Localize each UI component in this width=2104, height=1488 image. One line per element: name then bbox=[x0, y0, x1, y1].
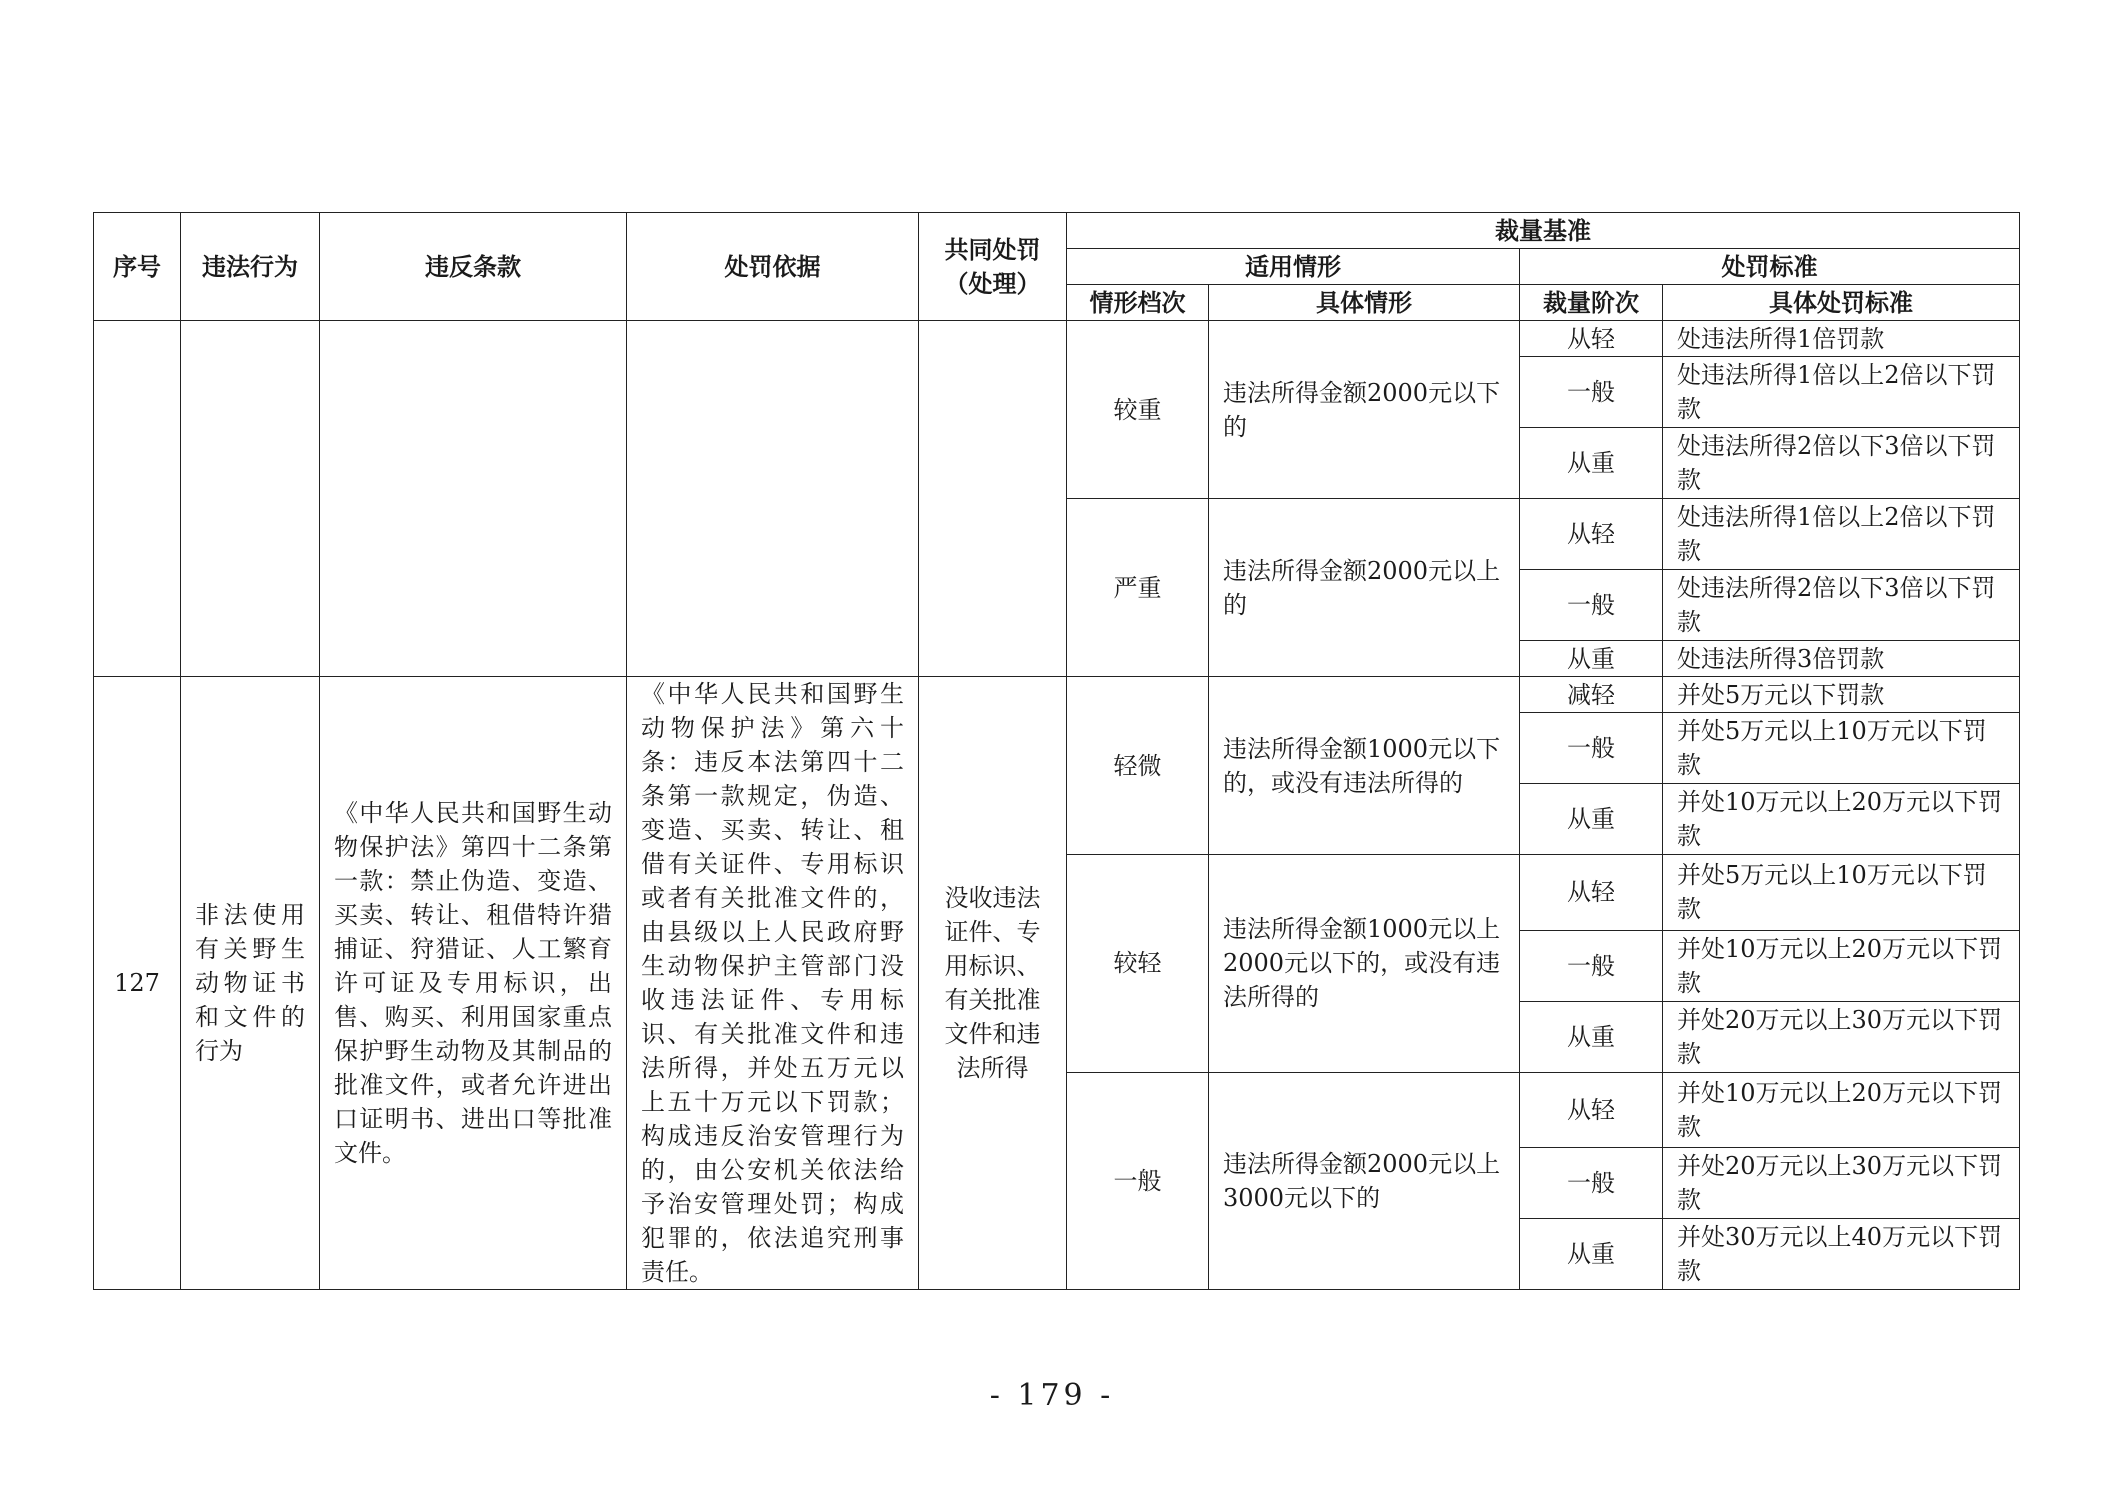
entry-clause-cell: 《中华人民共和国野生动物保护法》第四十二条第一款：禁止伪造、变造、买卖、转让、租借特许猎捕证、狩猎证、人工繁育许可证及专用标识，出售、购买、利用国家重点保护野生动物及其制品的批准文件，或者允许进出口证明书、进出口等批准文件。 bbox=[320, 677, 627, 1290]
standard-cell: 并处10万元以上20万元以下罚款 bbox=[1663, 784, 2020, 855]
standard-cell: 并处10万元以上20万元以下罚款 bbox=[1663, 930, 2020, 1001]
standard-cell: 并处5万元以下罚款 bbox=[1663, 677, 2020, 713]
prev-common-cell bbox=[919, 321, 1067, 677]
grade-cell: 一般 bbox=[1520, 713, 1663, 784]
grade-cell: 从重 bbox=[1520, 1001, 1663, 1072]
header-clause: 违反条款 bbox=[320, 213, 627, 321]
grade-cell: 一般 bbox=[1520, 570, 1663, 641]
standard-cell: 并处5万元以上10万元以下罚款 bbox=[1663, 713, 2020, 784]
standard-cell: 处违法所得1倍以上2倍以下罚款 bbox=[1663, 357, 2020, 428]
grade-cell: 从轻 bbox=[1520, 499, 1663, 570]
table-row bbox=[94, 677, 2020, 713]
standard-cell: 处违法所得3倍罚款 bbox=[1663, 641, 2020, 677]
grade-cell: 从重 bbox=[1520, 428, 1663, 499]
level-cell: 较重 bbox=[1067, 321, 1209, 499]
entry-seq-cell: 127 bbox=[94, 677, 181, 1290]
prev-basis-cell bbox=[627, 321, 919, 677]
header-applicable: 适用情形 bbox=[1067, 249, 1520, 285]
prev-act-cell bbox=[181, 321, 320, 677]
header-detail: 具体处罚标准 bbox=[1663, 285, 2020, 321]
header-basis: 处罚依据 bbox=[627, 213, 919, 321]
standard-cell: 并处10万元以上20万元以下罚款 bbox=[1663, 1072, 2020, 1148]
grade-cell: 一般 bbox=[1520, 930, 1663, 1001]
level-cell: 一般 bbox=[1067, 1072, 1209, 1290]
situation-cell: 违法所得金额2000元以上的 bbox=[1209, 499, 1520, 677]
standard-cell: 处违法所得2倍以下3倍以下罚款 bbox=[1663, 570, 2020, 641]
situation-cell: 违法所得金额2000元以上3000元以下的 bbox=[1209, 1072, 1520, 1290]
entry-common-cell: 没收违法证件、专用标识、有关批准文件和违法所得 bbox=[919, 677, 1067, 1290]
standard-cell: 处违法所得2倍以下3倍以下罚款 bbox=[1663, 428, 2020, 499]
grade-cell: 从重 bbox=[1520, 1219, 1663, 1290]
header-common: 共同处罚（处理） bbox=[919, 213, 1067, 321]
level-cell: 严重 bbox=[1067, 499, 1209, 677]
standard-cell: 并处20万元以上30万元以下罚款 bbox=[1663, 1148, 2020, 1219]
situation-cell: 违法所得金额2000元以下的 bbox=[1209, 321, 1520, 499]
grade-cell: 减轻 bbox=[1520, 677, 1663, 713]
header-level: 情形档次 bbox=[1067, 285, 1209, 321]
grade-cell: 从重 bbox=[1520, 641, 1663, 677]
table-row bbox=[94, 321, 2020, 357]
situation-cell: 违法所得金额1000元以下的，或没有违法所得的 bbox=[1209, 677, 1520, 855]
level-cell: 轻微 bbox=[1067, 677, 1209, 855]
standard-cell: 处违法所得1倍罚款 bbox=[1663, 321, 2020, 357]
grade-cell: 从轻 bbox=[1520, 321, 1663, 357]
header-grade: 裁量阶次 bbox=[1520, 285, 1663, 321]
standard-cell: 并处5万元以上10万元以下罚款 bbox=[1663, 855, 2020, 931]
grade-cell: 一般 bbox=[1520, 1148, 1663, 1219]
prev-seq-cell bbox=[94, 321, 181, 677]
page-number: - 179 - bbox=[989, 1378, 1115, 1413]
standard-cell: 处违法所得1倍以上2倍以下罚款 bbox=[1663, 499, 2020, 570]
grade-cell: 从轻 bbox=[1520, 855, 1663, 931]
header-act: 违法行为 bbox=[181, 213, 320, 321]
standard-cell: 并处20万元以上30万元以下罚款 bbox=[1663, 1001, 2020, 1072]
grade-cell: 从重 bbox=[1520, 784, 1663, 855]
grade-cell: 从轻 bbox=[1520, 1072, 1663, 1148]
standard-cell: 并处30万元以上40万元以下罚款 bbox=[1663, 1219, 2020, 1290]
entry-act-cell: 非法使用有关野生动物证书和文件的行为 bbox=[181, 677, 320, 1290]
prev-clause-cell bbox=[320, 321, 627, 677]
entry-basis-cell: 《中华人民共和国野生动物保护法》第六十条：违反本法第四十二条第一款规定，伪造、变造、买卖、转让、租借有关证件、专用标识或者有关批准文件的，由县级以上人民政府野生动物保护主管部门没收违法证件、专用标识、有关批准文件和违法所得，并处五万元以上五十万元以下罚款；构成违反治安管理行为的，由公安机关依法给予治安管理处罚；构成犯罪的，依法追究刑事责任。 bbox=[627, 677, 919, 1290]
header-standard: 处罚标准 bbox=[1520, 249, 2020, 285]
penalty-standard-table bbox=[93, 212, 2020, 1290]
header-seq: 序号 bbox=[94, 213, 181, 321]
header-discretion: 裁量基准 bbox=[1067, 213, 2020, 249]
level-cell: 较轻 bbox=[1067, 855, 1209, 1073]
grade-cell: 一般 bbox=[1520, 357, 1663, 428]
header-situation: 具体情形 bbox=[1209, 285, 1520, 321]
situation-cell: 违法所得金额1000元以上2000元以下的，或没有违法所得的 bbox=[1209, 855, 1520, 1073]
